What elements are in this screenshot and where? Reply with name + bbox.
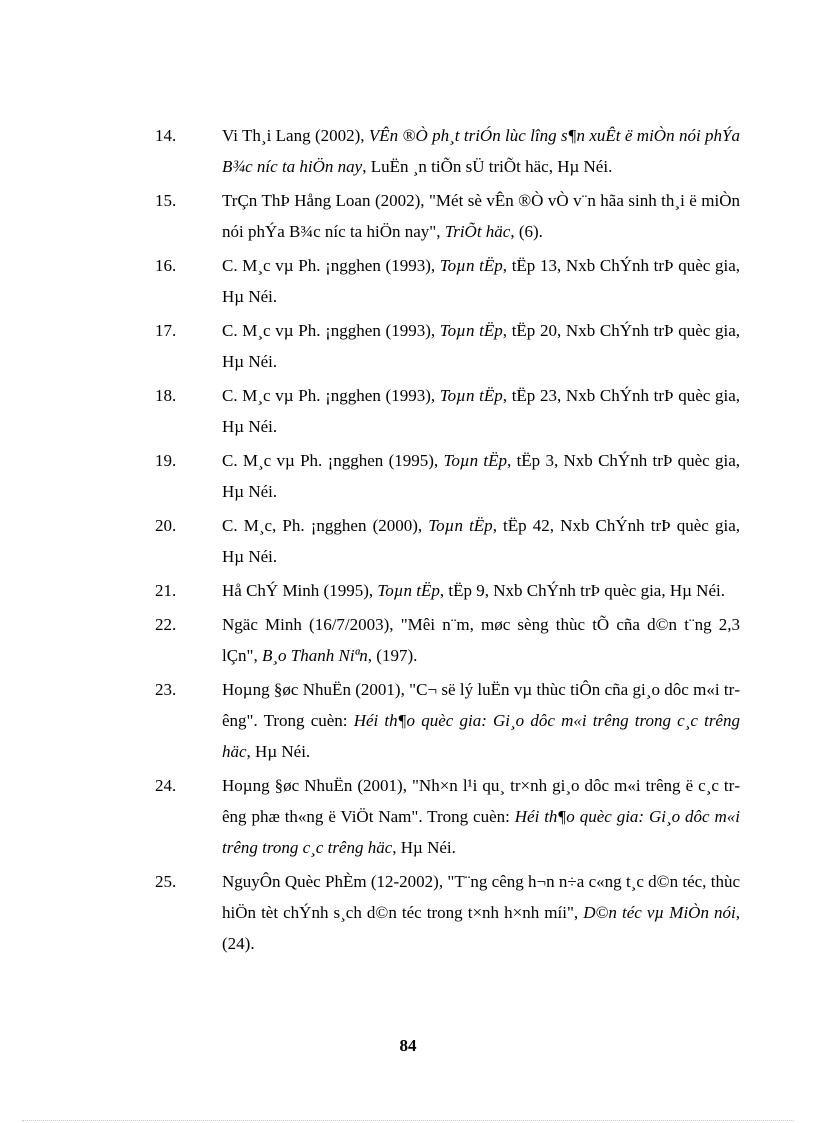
reference-text xyxy=(222,776,740,857)
reference-text-segment: C. M¸c vµ Ph. ¡ngghen (1993), xyxy=(222,256,440,275)
reference-item xyxy=(150,250,740,312)
reference-item xyxy=(150,674,740,767)
reference-text-segment: Hoµng §øc NhuËn (2001), "Nh×n l¹i qu¸ tr×nh gi¸o dôc m«i trêng ë c¸c trêng phæ th«ng ë ViÖt Nam". Trong cuèn: xyxy=(222,776,740,826)
reference-title-italic: D©n téc vµ MiÒn nói xyxy=(583,903,736,922)
reference-item xyxy=(150,185,740,247)
reference-text-segment: C. M¸c vµ Ph. ¡ngghen (1993), xyxy=(222,321,440,340)
reference-item xyxy=(150,315,740,377)
reference-text-segment: , tËp 3, Nxb ChÝnh trÞ quèc gia, Hµ Néi. xyxy=(222,451,741,501)
reference-text-segment: , tËp 23, Nxb ChÝnh trÞ quèc gia, Hµ Néi. xyxy=(222,386,740,436)
reference-text-segment: , tËp 20, Nxb ChÝnh trÞ quèc gia, Hµ Néi. xyxy=(222,321,740,371)
reference-text-segment: NguyÔn Quèc PhÈm (12-2002), "T¨ng cêng h¬n n÷a c«ng t¸c d©n téc, thùc hiÖn tèt chÝnh s¸ch d©n téc trong t×nh h×nh míi", xyxy=(222,872,740,922)
reference-text-segment: , (24). xyxy=(222,903,741,953)
reference-item xyxy=(150,120,740,182)
reference-text xyxy=(222,680,740,761)
reference-number: 16. xyxy=(155,256,177,275)
reference-text xyxy=(222,516,740,566)
reference-title-italic: VÊn ®Ò ph¸t triÓn lùc lîng s¶n xuÊt ë miÒn nói phÝa B¾c níc ta hiÖn nay xyxy=(222,126,740,176)
reference-text-segment: , Hµ Néi. xyxy=(246,742,311,761)
reference-text-segment: Vi Th¸i Lang (2002), xyxy=(222,126,369,145)
reference-text-segment: C. M¸c vµ Ph. ¡ngghen (1993), xyxy=(222,386,440,405)
reference-text-segment: , tËp 9, Nxb ChÝnh trÞ quèc gia, Hµ Néi. xyxy=(439,581,725,600)
reference-text-segment: Hå ChÝ Minh (1995), xyxy=(222,581,378,600)
reference-number: 14. xyxy=(155,126,177,145)
reference-text-segment: , (6). xyxy=(510,222,543,241)
reference-text-segment: , tËp 42, Nxb ChÝnh trÞ quèc gia, Hµ Néi. xyxy=(222,516,740,566)
reference-number: 21. xyxy=(155,581,177,600)
reference-text-segment: C. M¸c vµ Ph. ¡ngghen (1995), xyxy=(222,451,444,470)
reference-item xyxy=(150,445,740,507)
reference-list xyxy=(150,120,740,962)
reference-title-italic: Toµn tËp xyxy=(439,386,503,405)
reference-item xyxy=(150,510,740,572)
reference-text-segment: Hoµng §øc NhuËn (2001), "C¬ së lý luËn vµ thùc tiÔn cña gi¸o dôc m«i trêng". Trong cuèn: xyxy=(222,680,740,730)
reference-text-segment: Ngäc Minh (16/7/2003), "Mêi n¨m, møc sèng thùc tÕ cña d©n t¨ng 2,3 lÇn", xyxy=(222,615,740,665)
reference-number: 25. xyxy=(155,872,177,891)
reference-text xyxy=(222,615,740,665)
reference-text-segment: C. M¸c, Ph. ¡ngghen (2000), xyxy=(222,516,429,535)
reference-text xyxy=(222,321,740,371)
reference-number: 17. xyxy=(155,321,177,340)
reference-title-italic: TriÕt häc xyxy=(444,222,511,241)
reference-title-italic: Héi th¶o quèc gia: Gi¸o dôc m«i trêng trong c¸c trêng häc xyxy=(222,711,740,761)
reference-title-italic: Héi th¶o quèc gia: Gi¸o dôc m«i trêng trong c¸c trêng häc xyxy=(222,807,741,857)
reference-title-italic: Toµn tËp xyxy=(439,321,503,340)
reference-item xyxy=(150,866,740,959)
reference-item xyxy=(150,380,740,442)
reference-number: 15. xyxy=(155,191,177,210)
reference-text xyxy=(222,126,740,176)
reference-number: 19. xyxy=(155,451,177,470)
reference-text-segment: , LuËn ¸n tiÕn sÜ triÕt häc, Hµ Néi. xyxy=(362,157,613,176)
reference-text xyxy=(222,386,740,436)
page-bottom-divider xyxy=(22,1120,794,1121)
reference-text xyxy=(222,872,740,953)
reference-number: 24. xyxy=(155,776,177,795)
reference-title-italic: Toµn tËp xyxy=(439,256,503,275)
reference-text-segment: , tËp 13, Nxb ChÝnh trÞ quèc gia, Hµ Néi. xyxy=(222,256,740,306)
reference-number: 20. xyxy=(155,516,177,535)
reference-number: 23. xyxy=(155,680,177,699)
reference-text-segment: TrÇn ThÞ Hång Loan (2002), "Mét sè vÊn ®Ò vÒ v¨n hãa sinh th¸i ë miÒn nói phÝa B¾c níc ta hiÖn nay", xyxy=(222,191,740,241)
reference-number: 18. xyxy=(155,386,177,405)
reference-item xyxy=(150,770,740,863)
reference-text xyxy=(222,581,725,600)
reference-item xyxy=(150,575,740,606)
reference-text xyxy=(222,256,740,306)
reference-title-italic: Toµn tËp xyxy=(443,451,508,470)
reference-text xyxy=(222,191,740,241)
reference-text-segment: , Hµ Néi. xyxy=(392,838,456,857)
reference-number: 22. xyxy=(155,615,177,634)
reference-title-italic: B¸o Thanh Niªn xyxy=(262,646,368,665)
reference-text-segment: , (197). xyxy=(367,646,418,665)
reference-title-italic: Toµn tËp xyxy=(377,581,440,600)
reference-text xyxy=(222,451,740,501)
reference-title-italic: Toµn tËp xyxy=(428,516,493,535)
reference-item xyxy=(150,609,740,671)
page-number: 84 xyxy=(399,1036,417,1055)
